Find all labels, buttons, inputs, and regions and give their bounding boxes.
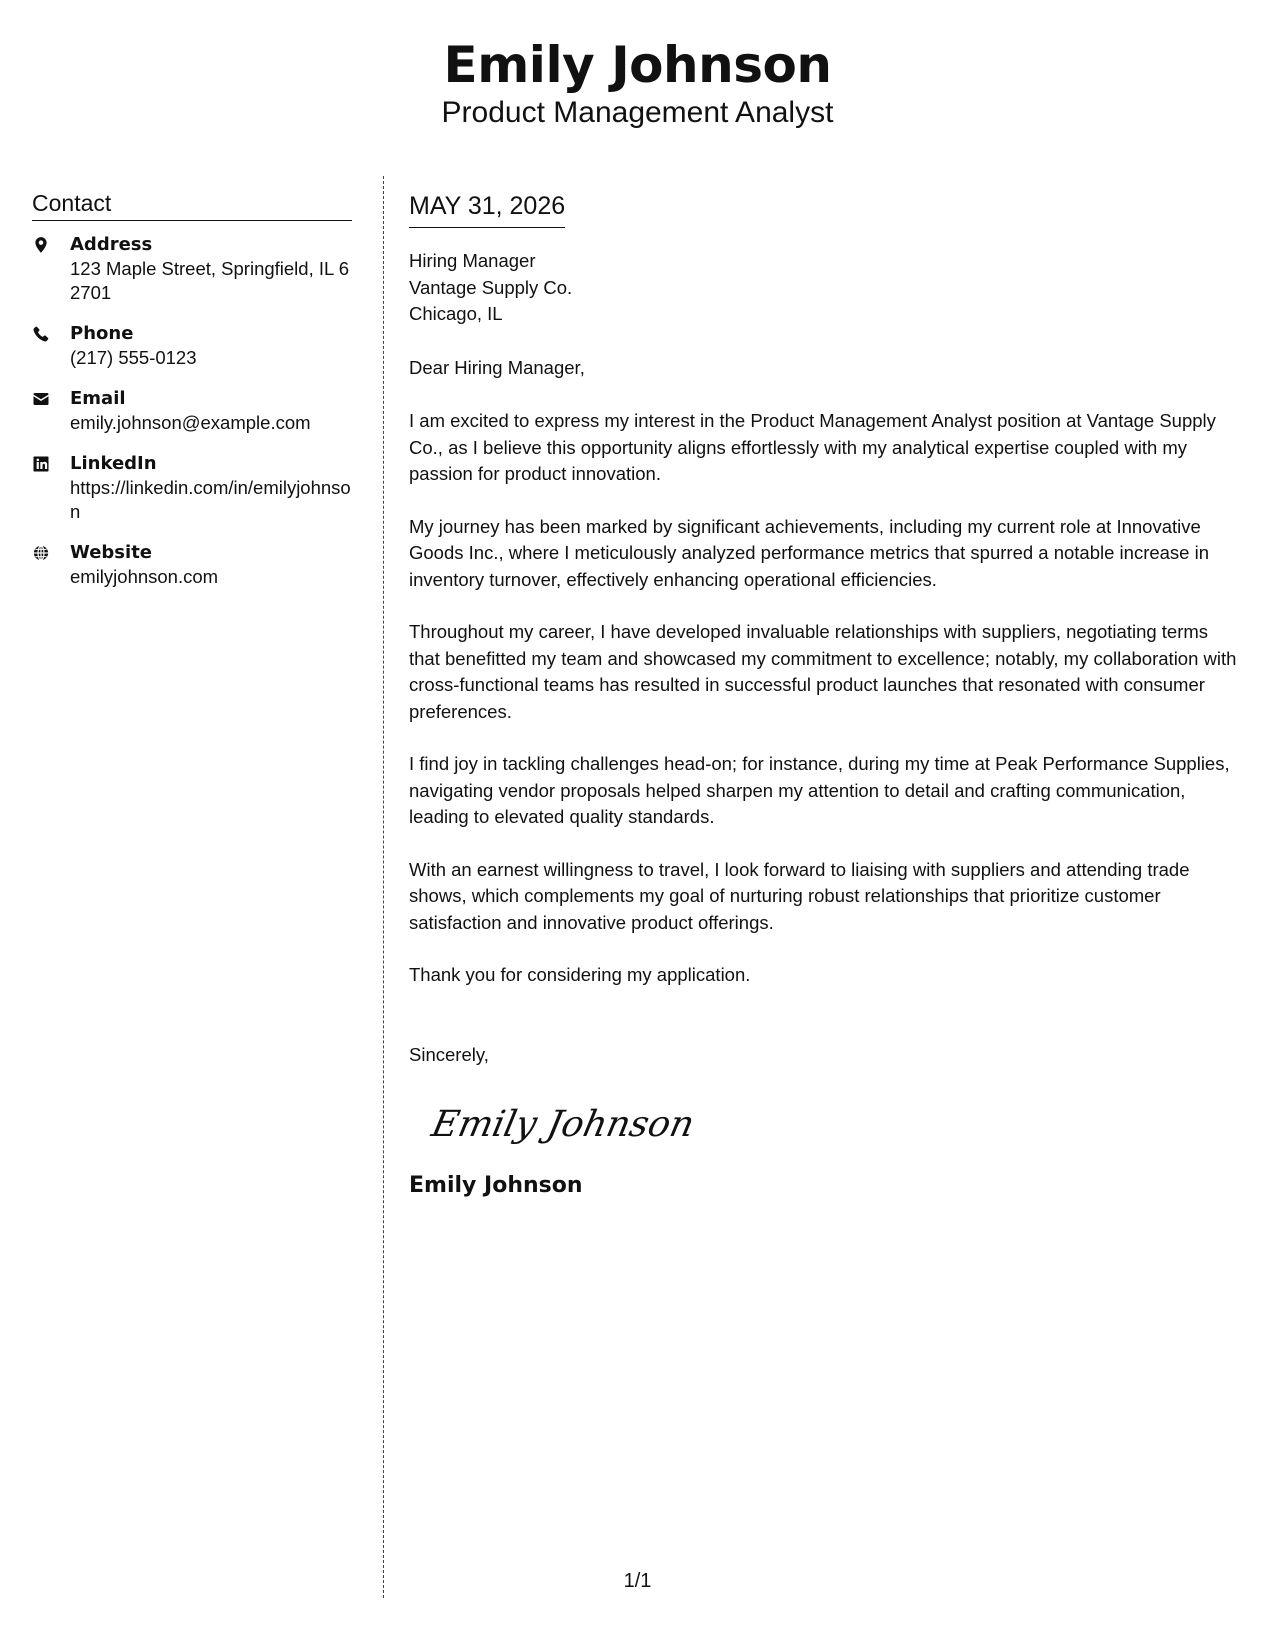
contact-item-linkedin — [32, 452, 352, 524]
contact-item-phone — [32, 322, 352, 370]
letter-paragraph: With an earnest willingness to travel, I look forward to liaising with suppliers and attending trade shows, which complements my goal of nurturing robust relationships that prioritize customer satisfaction and innovative product offerings. — [409, 858, 1190, 933]
website-value: emilyjohnson.com — [70, 566, 219, 587]
letter-paragraph: I am excited to express my interest in the Product Management Analyst position at Vantage Supply Co., as I believe this opportunity aligns effortlessly with my analytical expertise coupled with my passion for product innovation. — [409, 410, 1216, 484]
contact-item-email — [32, 387, 352, 435]
letter-paragraph: Throughout my career, I have developed invaluable relationships with suppliers, negotiating terms that benefitted my team and showcased my commitment to excellence; notably, my collaboration with cross-functional teams has resulted in successful product launches that resonated with consumer preferences. — [409, 621, 1237, 722]
contact-label: Email — [70, 388, 126, 409]
salutation: Dear Hiring Manager, — [409, 356, 585, 378]
contact-label: Website — [70, 542, 153, 563]
contact-label: Phone — [70, 323, 134, 344]
svg-text:Emily Johnson: Emily Johnson — [428, 1102, 699, 1145]
map-pin-icon — [32, 233, 70, 257]
recipient-line: Chicago, IL — [409, 303, 503, 324]
address-value: 123 Maple Street, Springfield, IL 62701 — [70, 258, 350, 303]
phone-value: (217) 555-0123 — [70, 347, 197, 368]
recipient-line: Hiring Manager — [409, 250, 536, 271]
header — [0, 34, 1275, 130]
phone-icon — [32, 322, 70, 346]
linkedin-icon — [32, 452, 70, 476]
page-number: 1/1 — [623, 1570, 652, 1592]
contact-item-website — [32, 541, 352, 589]
contact-list — [32, 233, 352, 589]
recipient-block — [409, 248, 1244, 328]
handwritten-signature — [427, 1094, 699, 1154]
contact-label: LinkedIn — [70, 453, 157, 474]
column-divider — [383, 176, 384, 1598]
email-value: emily.johnson@example.com — [70, 412, 311, 433]
contact-heading: Contact — [32, 188, 352, 221]
applicant-name: Emily Johnson — [443, 36, 832, 94]
closing: Sincerely, — [409, 1043, 489, 1065]
globe-icon — [32, 541, 70, 565]
contact-item-address — [32, 233, 352, 305]
envelope-icon — [32, 387, 70, 411]
letter-paragraph: Thank you for considering my application. — [409, 964, 751, 985]
letter-date: MAY 31, 2026 — [409, 190, 565, 228]
contact-sidebar — [32, 188, 352, 606]
recipient-line: Vantage Supply Co. — [409, 276, 573, 298]
letter-paragraph: I find joy in tackling challenges head-on; for instance, during my time at Peak Performance Supplies, navigating vendor proposals helped sharpen my attention to detail and crafting communication, leading to elevated quality standards. — [409, 753, 1230, 827]
signer-name: Emily Johnson — [409, 1173, 583, 1198]
linkedin-value: https://linkedin.com/in/emilyjohnson — [70, 477, 351, 522]
letter-body — [409, 190, 1244, 1200]
job-title: Product Management Analyst — [441, 96, 834, 129]
contact-label: Address — [70, 234, 153, 255]
letter-paragraph: My journey has been marked by significant achievements, including my current role at Innovative Goods Inc., where I meticulously analyzed performance metrics that spurred a notable increase in inventory turnover, effectively enhancing operational efficiencies. — [409, 515, 1210, 590]
